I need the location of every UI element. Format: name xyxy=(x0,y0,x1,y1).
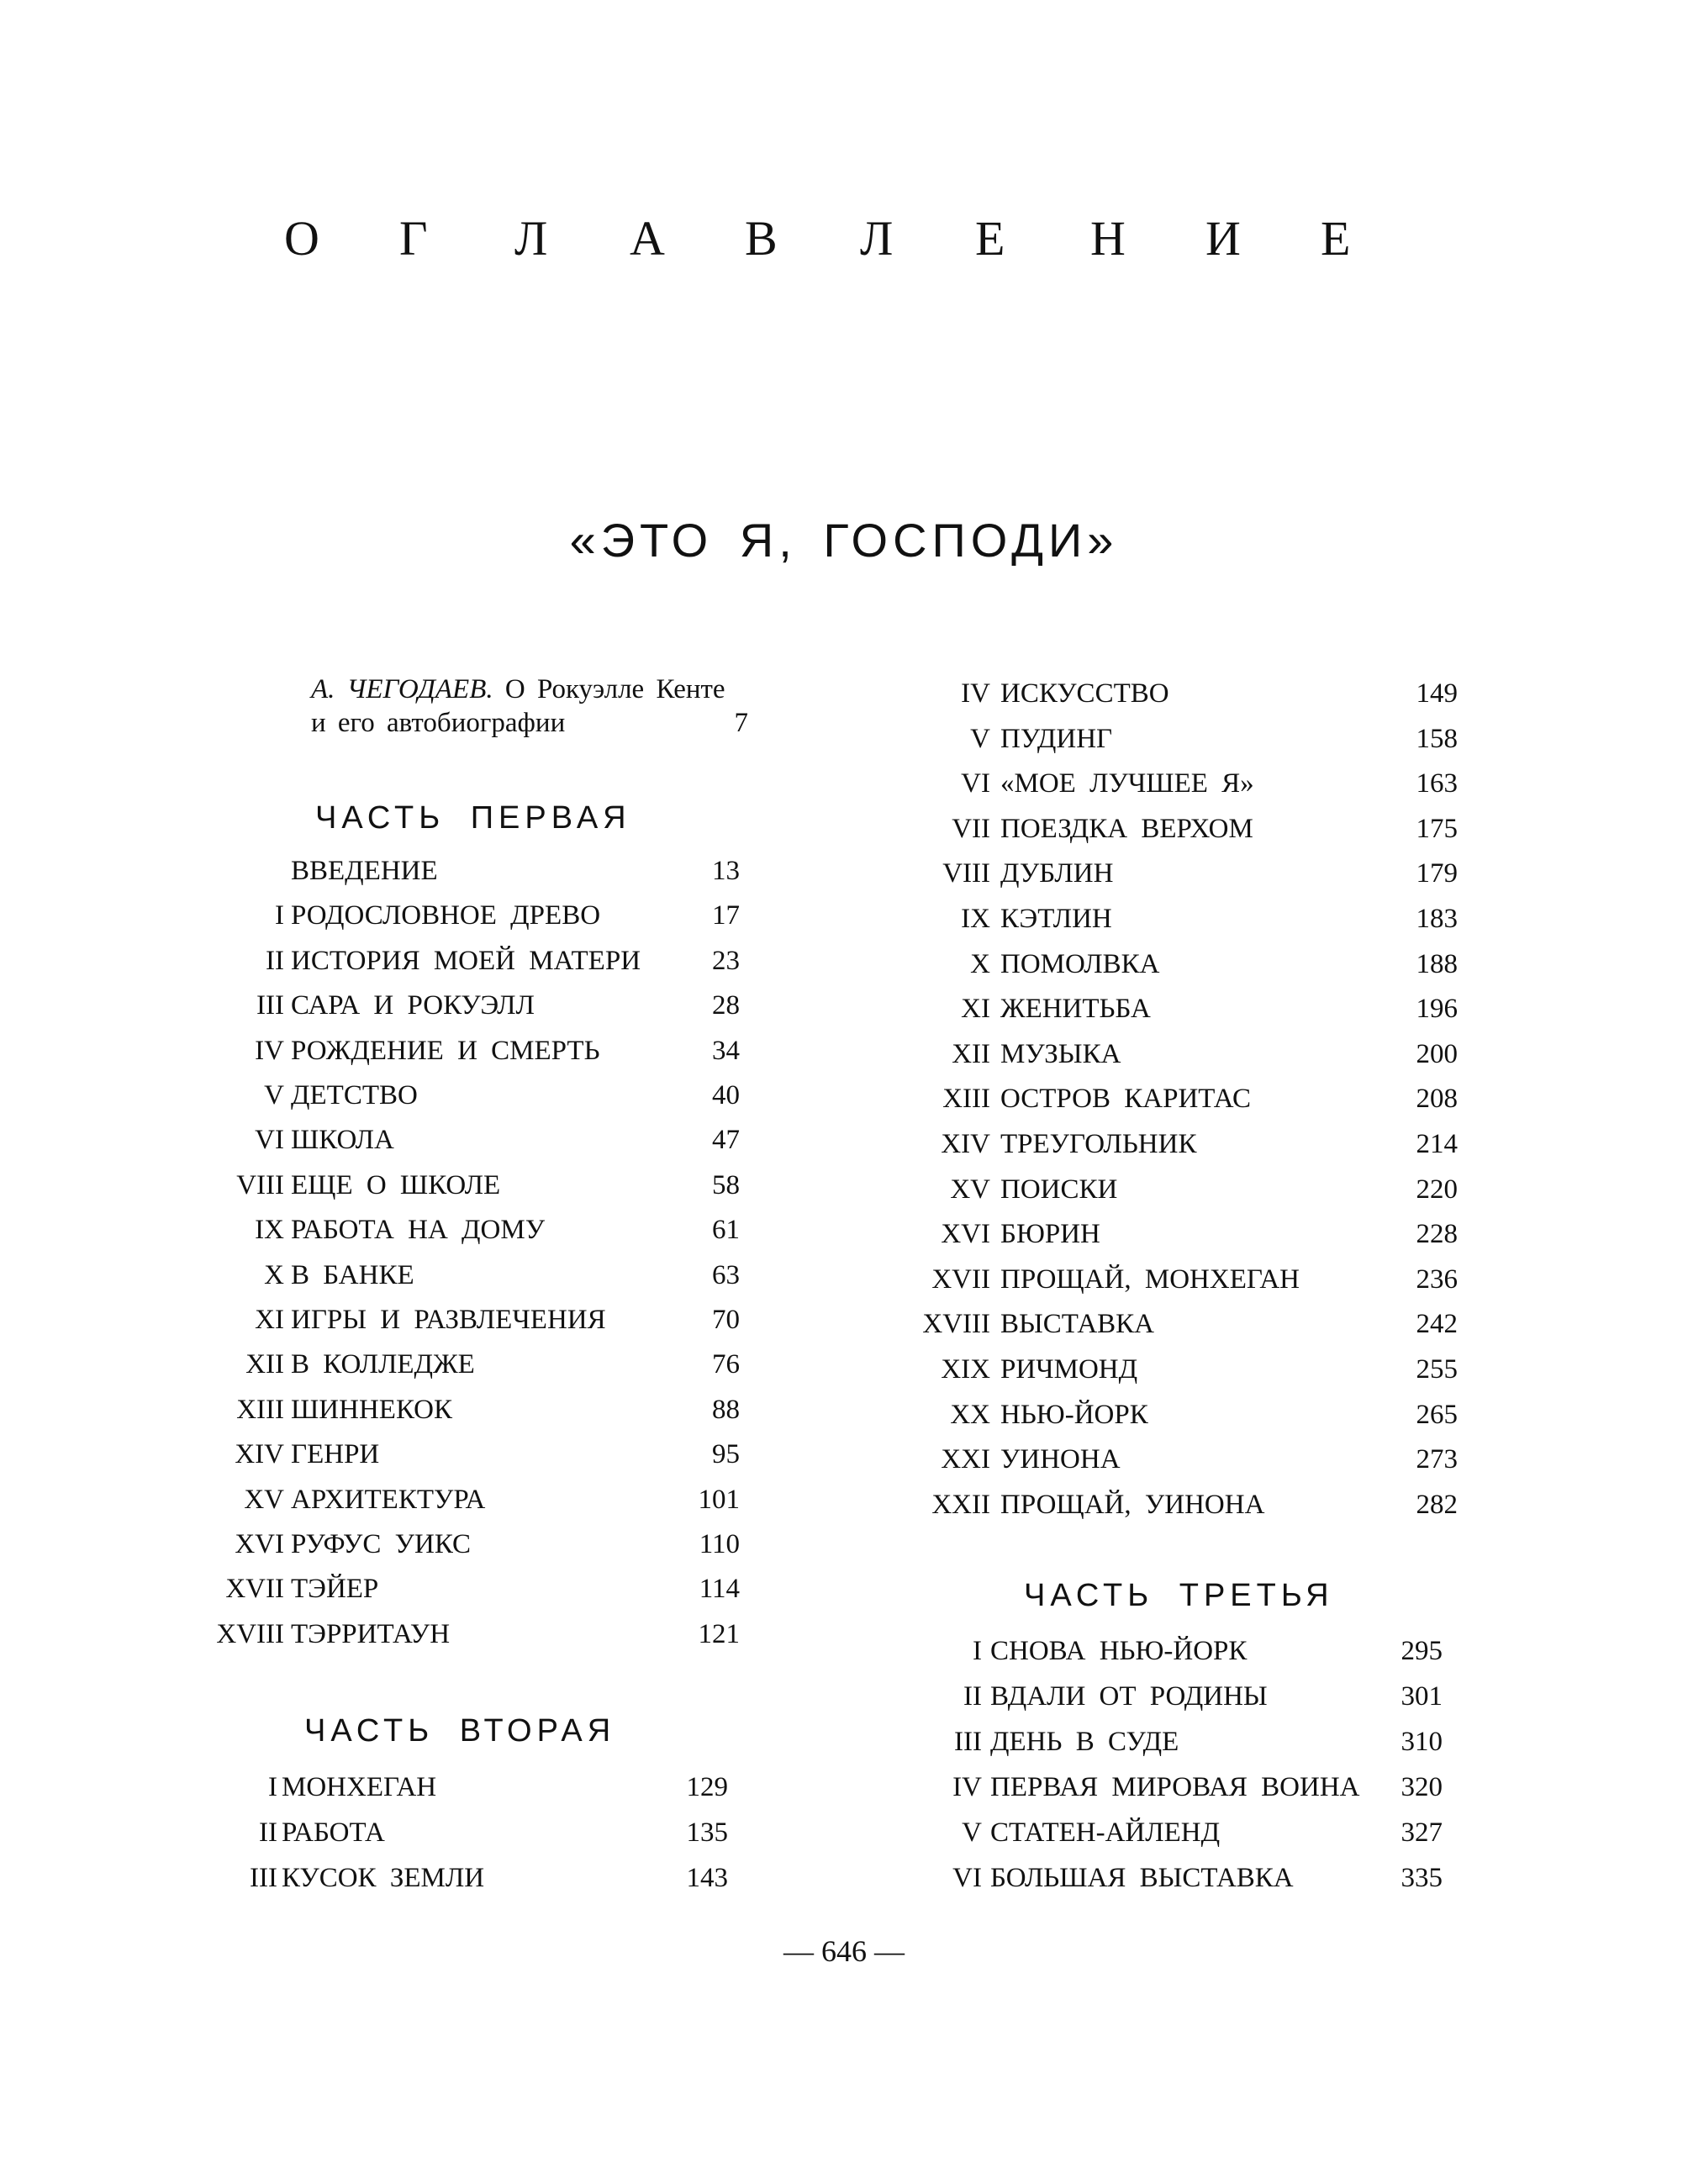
toc-entry xyxy=(0,1636,1688,1670)
chapter-page: 40 xyxy=(712,1080,740,1110)
chapter-title: РИЧМОНД xyxy=(1000,1354,1138,1385)
chapter-page: 255 xyxy=(1416,1354,1458,1385)
chapter-page: 228 xyxy=(1416,1219,1458,1250)
chapter-page: 188 xyxy=(1416,948,1458,979)
chapter-title: НЬЮ-ЙОРК xyxy=(1000,1399,1148,1430)
chapter-number: XXI xyxy=(941,1444,990,1475)
chapter-number: IV xyxy=(952,1772,982,1802)
chapter-title: ДУБЛИН xyxy=(1000,858,1114,889)
intro-title-line2: и его автобиографии xyxy=(311,708,566,738)
chapter-number: XII xyxy=(952,1038,990,1069)
toc-entry xyxy=(0,768,1688,802)
toc-entry xyxy=(0,1400,1688,1433)
chapter-page: 70 xyxy=(712,1305,740,1335)
chapter-page: 149 xyxy=(1416,678,1458,709)
chapter-number: VIII xyxy=(942,858,990,889)
heading-letter: Г xyxy=(399,211,428,266)
chapter-page: 236 xyxy=(1416,1263,1458,1295)
chapter-title: ПОИСКИ xyxy=(1000,1174,1118,1205)
chapter-page: 129 xyxy=(686,1772,728,1802)
chapter-number: XV xyxy=(950,1174,990,1205)
chapter-page: 95 xyxy=(712,1439,740,1470)
chapter-number: V xyxy=(970,723,990,754)
chapter-number: XVII xyxy=(931,1263,990,1295)
heading-letter: Л xyxy=(860,211,894,266)
toc-entry xyxy=(0,724,1688,757)
chapter-title: УИНОНА xyxy=(1000,1444,1121,1475)
toc-entry xyxy=(0,1219,1688,1253)
chapter-title: РОЖДЕНИЕ И СМЕРТЬ xyxy=(291,1035,600,1066)
heading-letter: Е xyxy=(1321,211,1351,266)
chapter-number: XVI xyxy=(235,1529,284,1559)
chapter-number: IV xyxy=(255,1035,284,1066)
chapter-title: ВВЕДЕНИЕ xyxy=(291,856,438,886)
chapter-page: 163 xyxy=(1416,768,1458,799)
chapter-number: XIX xyxy=(941,1354,990,1385)
chapter-page: 327 xyxy=(1401,1817,1443,1848)
chapter-page: 179 xyxy=(1416,858,1458,889)
chapter-number: VI xyxy=(255,1125,284,1156)
chapter-page: 101 xyxy=(698,1484,740,1515)
chapter-number: XXII xyxy=(931,1489,990,1520)
chapter-title: «МОЕ ЛУЧШЕЕ Я» xyxy=(1000,768,1254,799)
toc-entry xyxy=(0,1129,1688,1163)
chapter-page: 214 xyxy=(1416,1129,1458,1159)
toc-entry xyxy=(0,1084,1688,1117)
toc-entry xyxy=(0,1681,1688,1715)
heading-letter: В xyxy=(745,211,778,266)
chapter-title: ТРЕУГОЛЬНИК xyxy=(1000,1129,1197,1159)
chapter-page: 143 xyxy=(686,1863,728,1893)
toc-entry xyxy=(0,1174,1688,1208)
chapter-title: САРА И РОКУЭЛЛ xyxy=(291,990,535,1021)
toc-entry xyxy=(0,1444,1688,1478)
chapter-number: VIII xyxy=(236,1169,284,1200)
chapter-title: РАБОТА НА ДОМУ xyxy=(291,1215,546,1246)
chapter-title: СТАТЕН-АЙЛЕНД xyxy=(990,1817,1221,1848)
heading-letter: Е xyxy=(975,211,1005,266)
chapter-page: 282 xyxy=(1416,1489,1458,1520)
chapter-title: РАБОТА xyxy=(282,1817,385,1848)
chapter-title: КЭТЛИН xyxy=(1000,904,1112,934)
chapter-number: IV xyxy=(961,678,990,709)
chapter-title: МОНХЕГАН xyxy=(282,1772,437,1802)
chapter-number: VI xyxy=(961,768,990,799)
heading-letter: И xyxy=(1205,211,1241,266)
chapter-page: 183 xyxy=(1416,904,1458,934)
chapter-number: XVIII xyxy=(216,1618,284,1649)
chapter-title: ПУДИНГ xyxy=(1000,723,1113,754)
chapter-title: ПОЕЗДКА ВЕРХОМ xyxy=(1000,813,1253,844)
chapter-number: XVII xyxy=(225,1574,284,1605)
toc-entry xyxy=(0,1490,1688,1523)
toc-entry xyxy=(0,1772,1688,1806)
chapter-number: XIV xyxy=(235,1439,284,1470)
toc-entry xyxy=(0,1863,1688,1896)
chapter-page: 61 xyxy=(712,1215,740,1246)
chapter-number: X xyxy=(264,1259,284,1290)
book-title: «ЭТО Я, ГОСПОДИ» xyxy=(569,514,1119,567)
chapter-title: ПОМОЛВКА xyxy=(1000,948,1160,979)
chapter-page: 13 xyxy=(712,856,740,886)
chapter-title: В БАНКЕ xyxy=(291,1259,414,1290)
chapter-number: XII xyxy=(245,1349,284,1380)
chapter-number: XIII xyxy=(236,1394,284,1425)
chapter-number: II xyxy=(259,1817,277,1848)
chapter-number: XIII xyxy=(942,1084,990,1115)
chapter-page: 158 xyxy=(1416,723,1458,754)
chapter-title: ЕЩЕ О ШКОЛЕ xyxy=(291,1169,501,1200)
chapter-number: XX xyxy=(950,1399,990,1430)
chapter-page: 310 xyxy=(1401,1727,1443,1757)
chapter-page: 47 xyxy=(712,1125,740,1156)
chapter-page: 88 xyxy=(712,1394,740,1425)
toc-entry xyxy=(0,949,1688,983)
chapter-page: 58 xyxy=(712,1169,740,1200)
chapter-page: 28 xyxy=(712,990,740,1021)
chapter-title: АРХИТЕКТУРА xyxy=(291,1484,486,1515)
chapter-number: I xyxy=(268,1772,277,1802)
chapter-number: VII xyxy=(952,813,990,844)
heading-letter: Н xyxy=(1090,211,1126,266)
toc-entry xyxy=(0,1309,1688,1343)
chapter-page: 110 xyxy=(699,1529,740,1559)
part-title-2: ЧАСТЬ ВТОРАЯ xyxy=(304,1713,616,1749)
chapter-title: КУСОК ЗЕМЛИ xyxy=(282,1863,485,1893)
toc-entry xyxy=(0,1264,1688,1298)
chapter-number: V xyxy=(264,1080,284,1110)
heading-letter: О xyxy=(284,211,319,266)
chapter-title: БЮРИН xyxy=(1000,1219,1100,1250)
chapter-title: ШИННЕКОК xyxy=(291,1394,452,1425)
chapter-page: 265 xyxy=(1416,1399,1458,1430)
toc-entry xyxy=(0,678,1688,712)
chapter-number: V xyxy=(962,1817,982,1848)
chapter-page: 135 xyxy=(686,1817,728,1848)
chapter-number: VI xyxy=(952,1863,982,1893)
chapter-title: ПРОЩАЙ, УИНОНА xyxy=(1000,1489,1265,1520)
chapter-title: ДЕНЬ В СУДЕ xyxy=(990,1727,1179,1757)
chapter-title: ПРОЩАЙ, МОНХЕГАН xyxy=(1000,1263,1300,1295)
heading-letter: А xyxy=(630,211,665,266)
chapter-number: I xyxy=(275,900,284,931)
chapter-title: ТЭРРИТАУН xyxy=(291,1618,451,1649)
intro-author: А. ЧЕГОДАЕВ. xyxy=(311,674,493,704)
chapter-page: 208 xyxy=(1416,1084,1458,1115)
chapter-page: 17 xyxy=(712,900,740,931)
part-title-1: ЧАСТЬ ПЕРВАЯ xyxy=(315,800,631,836)
chapter-title: СНОВА НЬЮ-ЙОРК xyxy=(990,1636,1248,1666)
chapter-title: ОСТРОВ КАРИТАС xyxy=(1000,1084,1251,1115)
chapter-title: ДЕТСТВО xyxy=(291,1080,418,1110)
chapter-title: ВДАЛИ ОТ РОДИНЫ xyxy=(990,1681,1268,1712)
toc-entry xyxy=(0,994,1688,1027)
chapter-title: ВЫСТАВКА xyxy=(1000,1309,1154,1340)
chapter-number: XV xyxy=(244,1484,284,1515)
toc-entry xyxy=(0,1354,1688,1388)
chapter-page: 23 xyxy=(712,945,740,976)
chapter-page: 320 xyxy=(1401,1772,1443,1802)
toc-entry xyxy=(0,814,1688,847)
intro-title-line1: О Рокуэлле Кенте xyxy=(504,674,725,704)
chapter-title: ИСКУССТВО xyxy=(1000,678,1169,709)
chapter-number: I xyxy=(973,1636,982,1666)
chapter-number: IX xyxy=(255,1215,284,1246)
chapter-page: 273 xyxy=(1416,1444,1458,1475)
toc-entry xyxy=(0,1039,1688,1073)
heading-letter: Л xyxy=(514,211,548,266)
page-heading xyxy=(284,210,1419,266)
chapter-number: XI xyxy=(255,1305,284,1335)
chapter-number: III xyxy=(250,1863,277,1893)
chapter-page: 114 xyxy=(699,1574,740,1605)
chapter-title: ГЕНРИ xyxy=(291,1439,380,1470)
chapter-page: 335 xyxy=(1401,1863,1443,1893)
chapter-title: В КОЛЛЕДЖЕ xyxy=(291,1349,475,1380)
chapter-title: БОЛЬШАЯ ВЫСТАВКА xyxy=(990,1863,1294,1893)
chapter-number: XVI xyxy=(941,1219,990,1250)
chapter-page: 220 xyxy=(1416,1174,1458,1205)
chapter-page: 196 xyxy=(1416,994,1458,1025)
toc-entry xyxy=(0,1529,1688,1563)
toc-entry xyxy=(0,858,1688,892)
chapter-page: 34 xyxy=(712,1035,740,1066)
chapter-page: 242 xyxy=(1416,1309,1458,1340)
chapter-number: XI xyxy=(961,994,990,1025)
chapter-title: РУФУС УИКС xyxy=(291,1529,472,1559)
chapter-title: ЖЕНИТЬБА xyxy=(1000,994,1151,1025)
chapter-number: III xyxy=(256,990,284,1021)
chapter-title: МУЗЫКА xyxy=(1000,1038,1121,1069)
chapter-page: 63 xyxy=(712,1259,740,1290)
chapter-number: II xyxy=(963,1681,982,1712)
toc-entry xyxy=(0,904,1688,937)
chapter-page: 295 xyxy=(1401,1636,1443,1666)
chapter-number: XIV xyxy=(941,1129,990,1159)
chapter-title: ТЭЙЕР xyxy=(291,1574,379,1605)
chapter-page: 76 xyxy=(712,1349,740,1380)
page-number: — 646 — xyxy=(783,1934,905,1968)
part-title-3: ЧАСТЬ ТРЕТЬЯ xyxy=(1024,1578,1334,1613)
chapter-page: 200 xyxy=(1416,1038,1458,1069)
chapter-title: ИГРЫ И РАЗВЛЕЧЕНИЯ xyxy=(291,1305,606,1335)
chapter-title: ИСТОРИЯ МОЕЙ МАТЕРИ xyxy=(291,945,641,976)
chapter-number: II xyxy=(266,945,284,976)
chapter-number: IX xyxy=(961,904,990,934)
chapter-title: ПЕРВАЯ МИРОВАЯ ВОИНА xyxy=(990,1772,1360,1802)
chapter-number: X xyxy=(970,948,990,979)
chapter-page: 121 xyxy=(698,1618,740,1649)
toc-entry xyxy=(0,1574,1688,1607)
toc-entry xyxy=(0,1817,1688,1851)
chapter-title: ШКОЛА xyxy=(291,1125,394,1156)
chapter-page: 175 xyxy=(1416,813,1458,844)
chapter-number: III xyxy=(954,1727,982,1757)
intro-page: 7 xyxy=(734,708,748,738)
chapter-number: XVIII xyxy=(922,1309,990,1340)
chapter-title: РОДОСЛОВНОЕ ДРЕВО xyxy=(291,900,601,931)
toc-entry xyxy=(0,1727,1688,1760)
chapter-page: 301 xyxy=(1401,1681,1443,1712)
